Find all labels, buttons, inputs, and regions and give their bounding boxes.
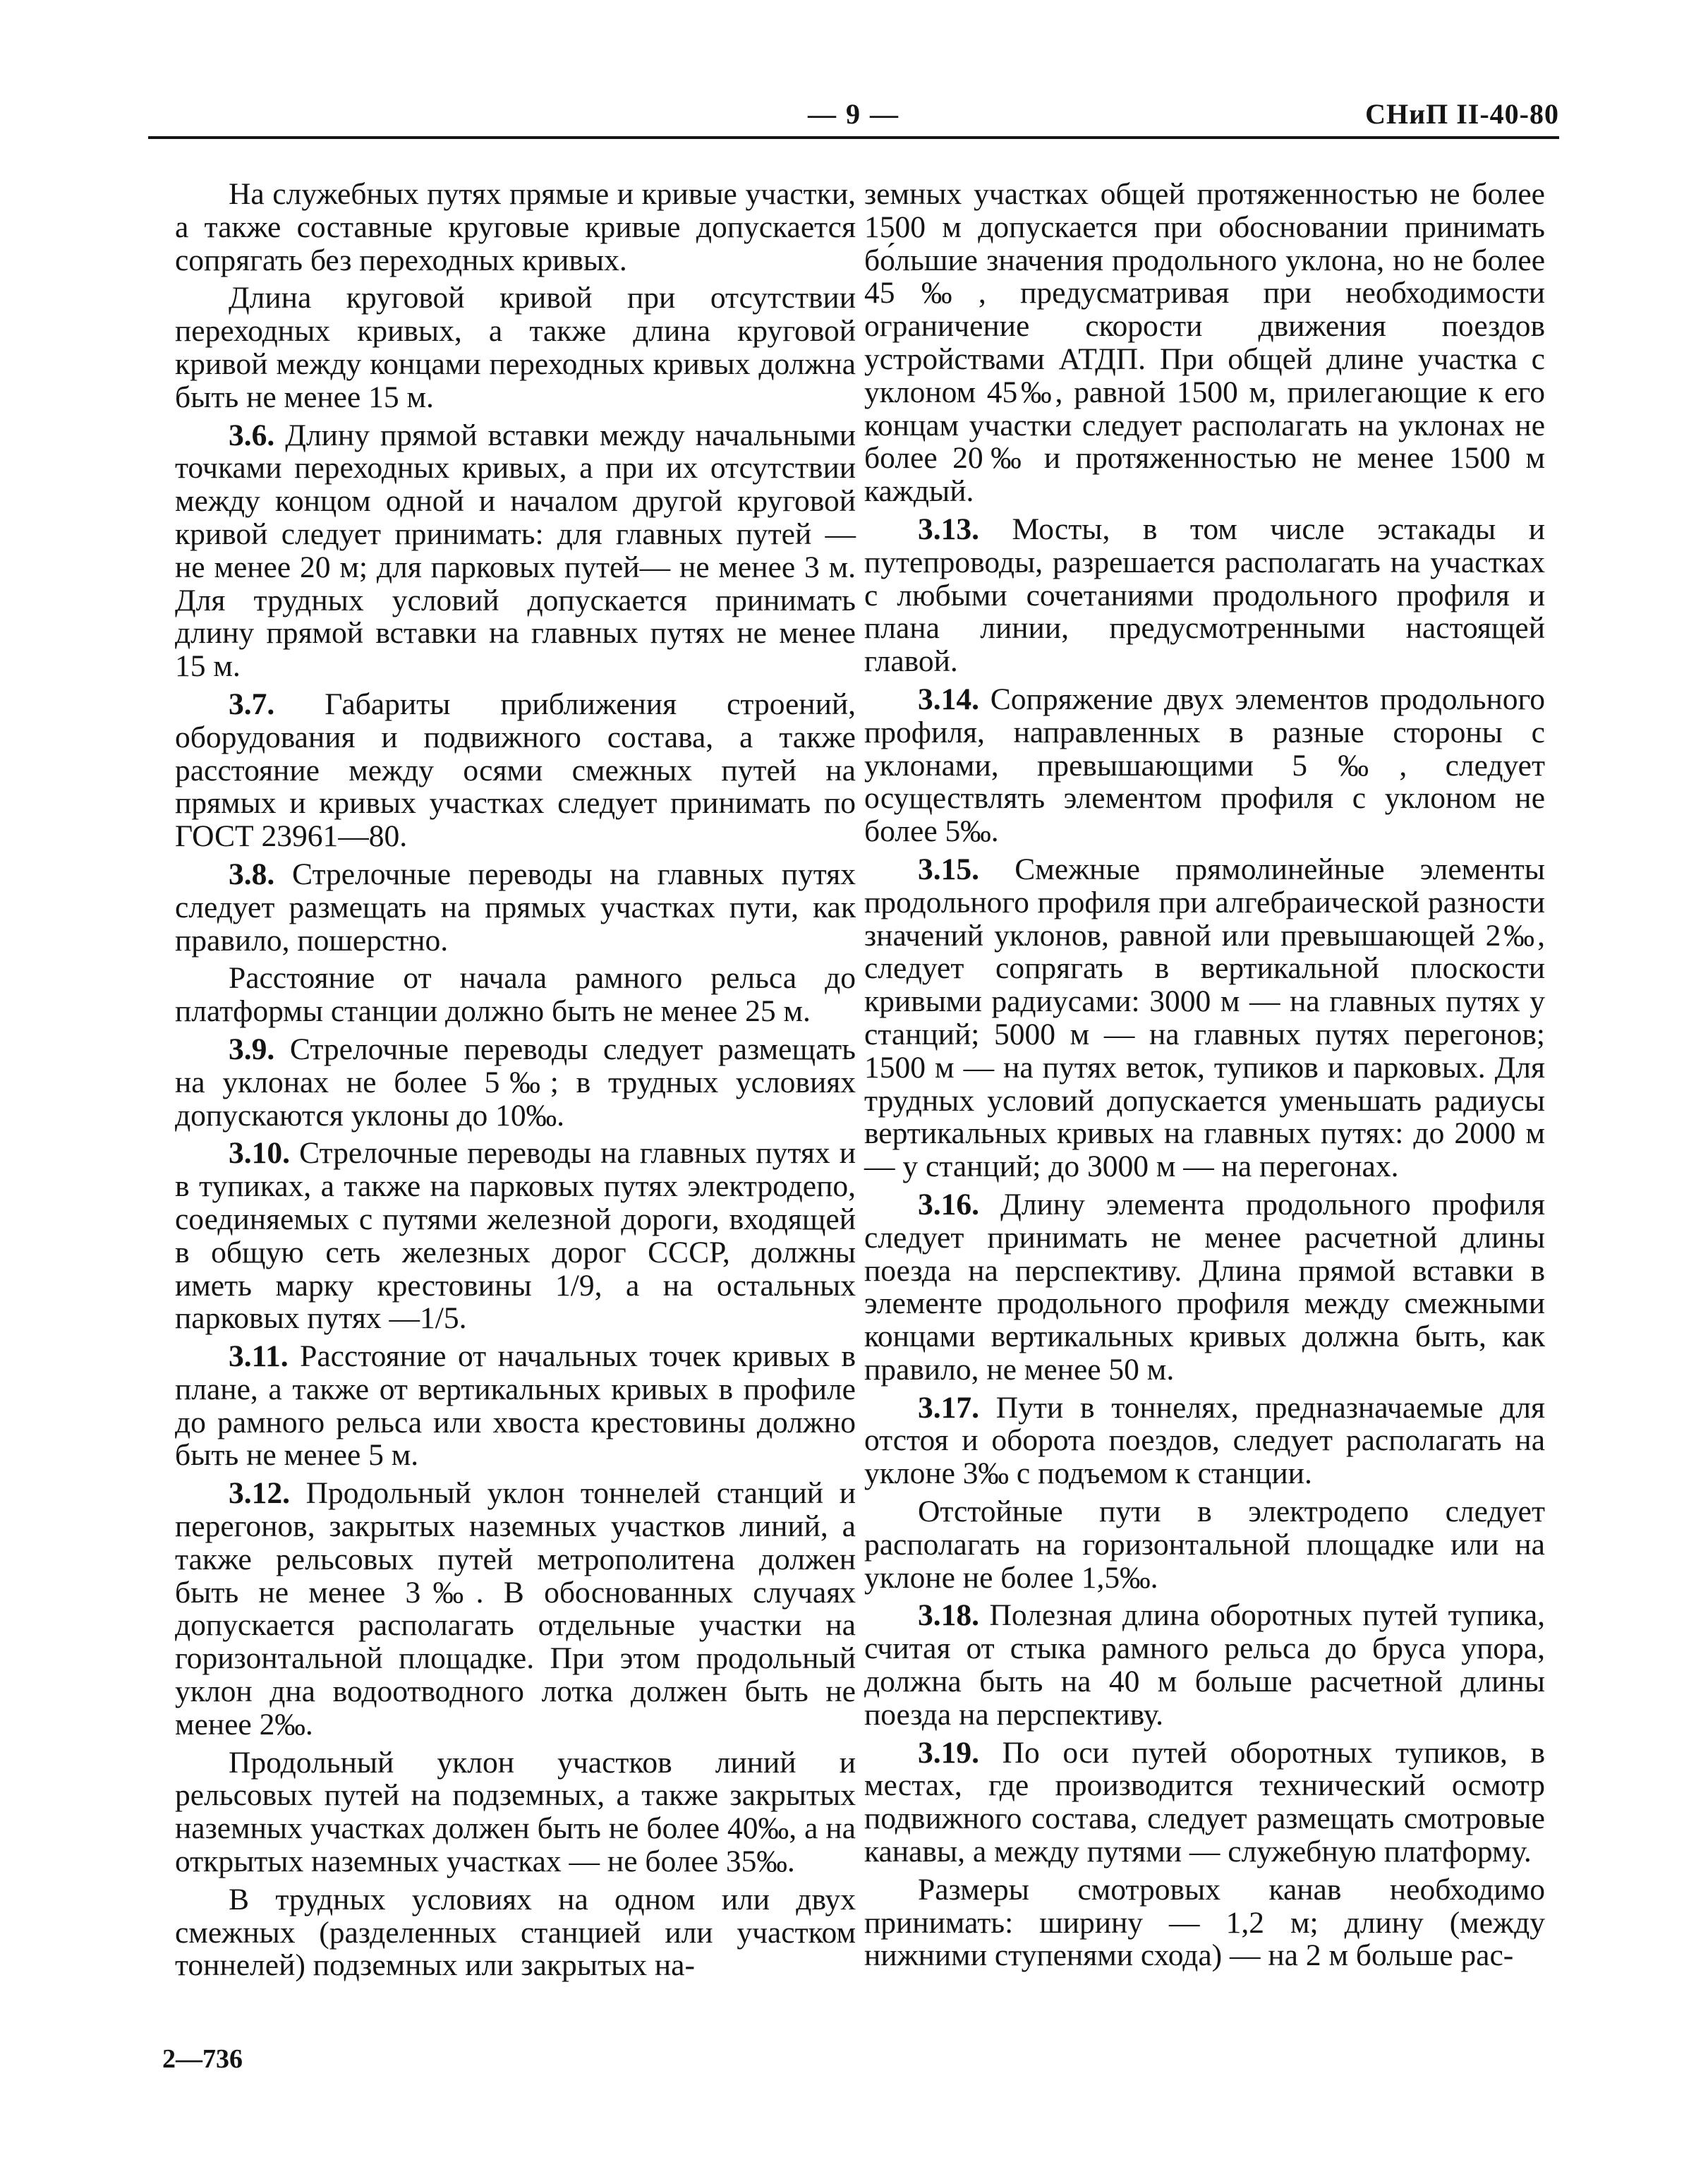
section-number: 3.9. bbox=[229, 1032, 275, 1066]
paragraph bbox=[864, 683, 1545, 848]
paragraph-text: Размеры смотровых канав необходимо принимать: ширину — 1,2 м; длину (между нижними ступенями схода) — на 2 м больше рас- bbox=[864, 1872, 1545, 1973]
section-number: 3.6. bbox=[229, 418, 275, 452]
paragraph bbox=[864, 1495, 1545, 1594]
paragraph-text: Габариты приближения строений, оборудования и подвижного состава, а также расстояние между осями смежных путей на прямых и кривых участках следует принимать по ГОСТ 23961—80. bbox=[175, 687, 856, 854]
section-number: 3.14. bbox=[918, 682, 979, 716]
paragraph-text: Стрелочные переводы на главных путях и в тупиках, а также на парковых путях электродепо, соединяемых с путями железной дороги, входящей в общую сеть железных дорог СССР, должны иметь марку крестовины 1/9, а на остальных парковых путях —1/5. bbox=[175, 1136, 856, 1336]
paragraph bbox=[175, 688, 856, 853]
paragraph-text: Отстойные пути в электродепо следует располагать на горизонтальной площадке или на уклоне не более 1,5‰. bbox=[864, 1495, 1545, 1595]
paragraph bbox=[175, 1340, 856, 1472]
section-number: 3.8. bbox=[229, 857, 275, 891]
left-column bbox=[175, 178, 856, 1987]
section-number: 3.12. bbox=[229, 1476, 290, 1511]
paragraph bbox=[175, 282, 856, 414]
paragraph bbox=[175, 1137, 856, 1335]
paragraph bbox=[175, 1033, 856, 1132]
printer-signature: 2—736 bbox=[162, 2044, 243, 2074]
paragraph bbox=[864, 1392, 1545, 1490]
paragraph-text: Мосты, в том числе эстакады и путепроводы, разрешается располагать на участках с любыми сочетаниями продольного профиля и плана линии, предусмотренными настоящей главой. bbox=[864, 512, 1545, 679]
paragraph bbox=[175, 962, 856, 1028]
paragraph-text: Полезная длина оборотных путей тупика, считая от стыка рамного рельса до бруса упора, должна быть на 40 м больше расчетной длины поезда на перспективу. bbox=[864, 1598, 1546, 1732]
section-number: 3.13. bbox=[918, 512, 979, 546]
paragraph bbox=[175, 1883, 856, 1982]
page-number: — 9 — bbox=[808, 98, 900, 130]
paragraph bbox=[864, 513, 1545, 678]
paragraph-text: земных участках общей протяженностью не более 1500 м допускается при обосновании принимать бо́льшие значения продольного уклона, но не более 45‰, предусматривая при необходимости ограничение скорости движения поездов устройствами АТДП. При общей длине участка с уклоном 45‰, равной 1500 м, прилегающие к его концам участки следует располагать на уклонах не более 20‰ и протяженностью не менее 1500 м каждый. bbox=[864, 177, 1545, 509]
paragraph-text: Продольный уклон тоннелей станций и перегонов, закрытых наземных участков линий, а также рельсовых путей метрополитена должен быть не менее 3‰. В обоснованных случаях допускается располагать отдельные участки на горизонтальной площадке. При этом продольный уклон дна водоотводного лотка должен быть не менее 2‰. bbox=[175, 1476, 856, 1742]
paragraph-text: Сопряжение двух элементов продольного профиля, направленных в разные стороны с уклонами, превышающими 5‰, следует осуществлять элементом профиля с уклоном не более 5‰. bbox=[864, 682, 1545, 849]
paragraph-text: В трудных условиях на одном или двух смежных (разделенных станцией или участком тоннелей) подземных или закрытых на- bbox=[175, 1882, 856, 1983]
header-rule bbox=[148, 136, 1559, 139]
document-code: СНиП II-40-80 bbox=[1365, 98, 1559, 130]
paragraph-text: Пути в тоннелях, предназначаемые для отстоя и оборота поездов, следует располагать на уклоне 3‰ с подъемом к станции. bbox=[864, 1390, 1545, 1491]
right-column bbox=[864, 178, 1545, 1977]
page-header bbox=[148, 97, 1559, 140]
paragraph bbox=[175, 1477, 856, 1741]
paragraph-text: Расстояние от начальных точек кривых в плане, а также от вертикальных кривых в профиле до рамного рельса или хвоста крестовины должно быть не менее 5 м. bbox=[175, 1339, 856, 1473]
paragraph bbox=[864, 1873, 1545, 1972]
section-number: 3.10. bbox=[229, 1136, 290, 1171]
section-number: 3.11. bbox=[229, 1339, 289, 1374]
paragraph bbox=[864, 1737, 1545, 1869]
section-number: 3.17. bbox=[918, 1390, 979, 1425]
paragraph-text: Стрелочные переводы на главных путях следует размещать на прямых участках пути, как правило, пошерстно. bbox=[175, 857, 856, 958]
paragraph bbox=[175, 1746, 856, 1878]
paragraph-text: Длину элемента продольного профиля следует принимать не менее расчетной длины поезда на перспективу. Длина прямой вставки в элементе продольного профиля между смежными концами вертикальных кривых должна быть, как правило, не менее 50 м. bbox=[864, 1187, 1545, 1387]
section-number: 3.18. bbox=[918, 1598, 979, 1633]
paragraph bbox=[864, 1188, 1545, 1387]
paragraph bbox=[175, 419, 856, 683]
section-number: 3.16. bbox=[918, 1187, 979, 1221]
paragraph bbox=[864, 853, 1545, 1183]
paragraph-text: Смежные прямолинейные элементы продольного профиля при алгебраической разности значений уклонов, равной или превышающей 2‰, следует сопрягать в вертикальной плоскости кривыми радиусами: 3000 м — на главных путях у станций; 5000 м — на главных путях перегонов; 1500 м — на путях веток, тупиков и парковых. Для трудных условий допускается уменьшать радиусы вертикальных кривых на главных путях: до 2000 м — у станций; до 3000 м — на перегонах. bbox=[864, 852, 1546, 1184]
paragraph-text: На служебных путях прямые и кривые участки, а также составные круговые кривые допускается сопрягать без переходных кривых. bbox=[175, 177, 856, 277]
section-number: 3.15. bbox=[918, 852, 979, 886]
paragraph bbox=[864, 178, 1545, 508]
section-number: 3.19. bbox=[918, 1735, 979, 1770]
paragraph-text: Длина круговой кривой при отсутствии переходных кривых, а также длина круговой кривой между концами переходных кривых должна быть не менее 15 м. bbox=[175, 281, 856, 414]
paragraph-text: Стрелочные переводы следует размещать на уклонах не более 5‰; в трудных условиях допускаются уклоны до 10‰. bbox=[175, 1032, 856, 1133]
paragraph bbox=[175, 178, 856, 277]
section-number: 3.7. bbox=[229, 687, 275, 721]
paragraph-text: Длину прямой вставки между начальными точками переходных кривых, а при их отсутствии между концом одной и началом другой круговой кривой следует принимать: для главных путей — не менее 20 м; для парковых путей— не менее 3 м. Для трудных условий допускается принимать длину прямой вставки на главных путях не менее 15 м. bbox=[175, 418, 856, 684]
paragraph-text: Продольный уклон участков линий и рельсовых путей на подземных, а также закрытых наземных участках должен быть не более 40‰, а на открытых наземных участках — не более 35‰. bbox=[175, 1745, 856, 1879]
paragraph bbox=[864, 1599, 1545, 1731]
paragraph-text: По оси путей оборотных тупиков, в местах, где производится технический осмотр подвижного состава, следует размещать смотровые канавы, а между путями — служебную платформу. bbox=[864, 1735, 1545, 1869]
paragraph bbox=[175, 858, 856, 957]
paragraph-text: Расстояние от начала рамного рельса до платформы станции должно быть не менее 25 м. bbox=[175, 961, 856, 1029]
